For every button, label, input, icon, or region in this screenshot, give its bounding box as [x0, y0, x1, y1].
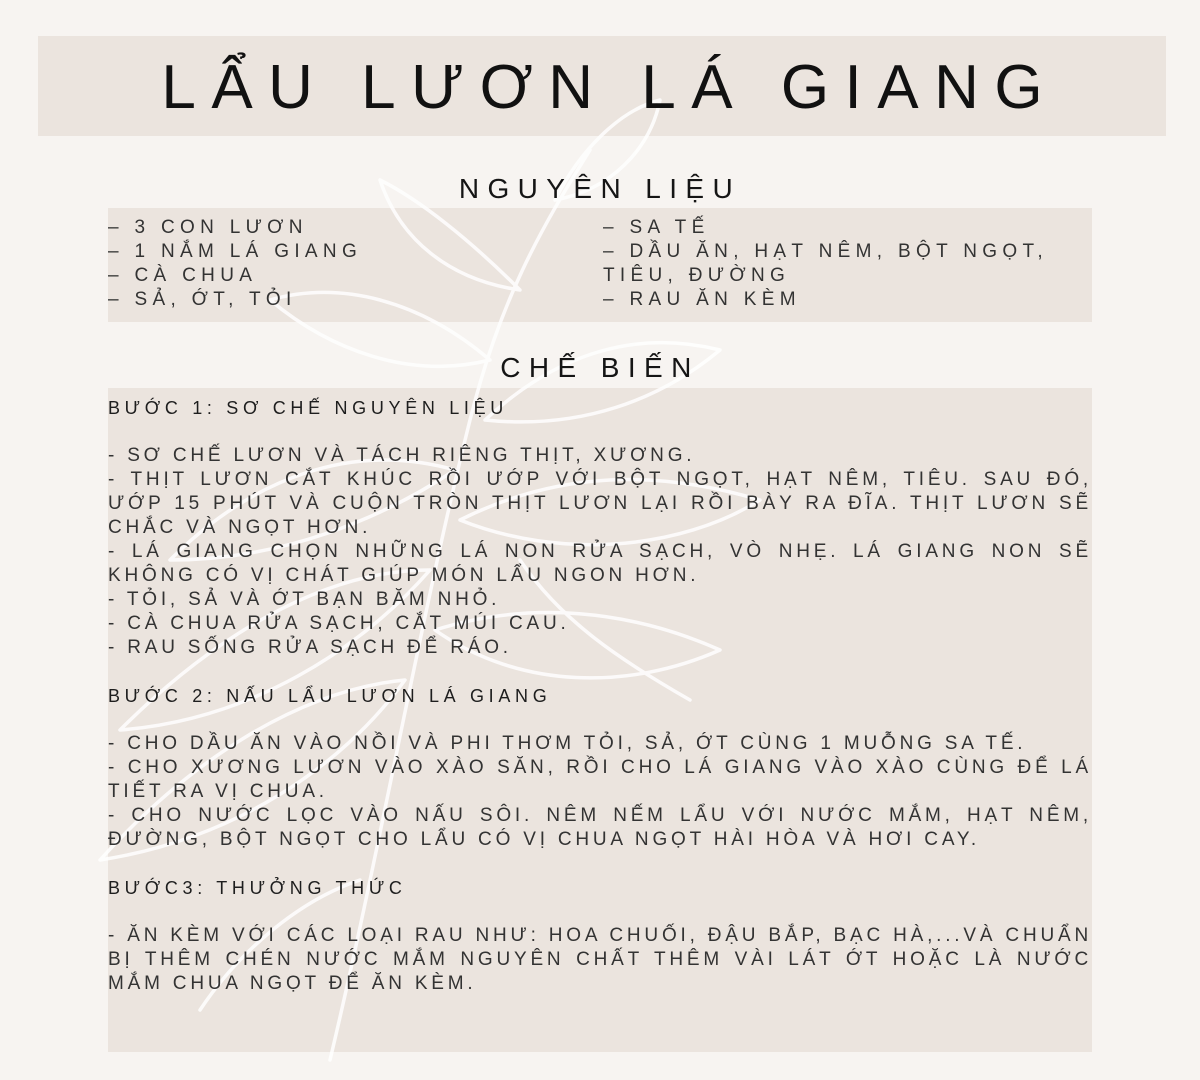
step-title: BƯỚC 1: SƠ CHẾ NGUYÊN LIỆU [108, 398, 508, 418]
step-title: BƯỚC 2: NẤU LẨU LƯƠN LÁ GIANG [108, 686, 552, 706]
list-item: – DẦU ĂN, HẠT NÊM, BỘT NGỌT, [603, 241, 1048, 262]
list-item: – SA TẾ [603, 217, 710, 238]
ingredients-list-right [603, 216, 1048, 312]
list-item: TIÊU, ĐƯỜNG [603, 265, 791, 286]
step-line: - CHO XƯƠNG LƯƠN VÀO XÀO SĂN, RỒI CHO LÁ GIANG VÀO XÀO CÙNG ĐỂ LÁ TIẾT RA VỊ CHUA. [108, 757, 1092, 802]
step-line: - RAU SỐNG RỬA SẠCH ĐỂ RÁO. [108, 637, 512, 658]
step-line: - CHO NƯỚC LỌC VÀO NẤU SÔI. NÊM NẾM LẨU VỚI NƯỚC MẮM, HẠT NÊM, ĐƯỜNG, BỘT NGỌT CHO LẨU CÓ VỊ CHUA NGỌT HÀI HÒA VÀ HƠI CAY. [108, 805, 1092, 850]
ingredients-heading: NGUYÊN LIỆU [458, 173, 742, 204]
list-item: – CÀ CHUA [108, 265, 258, 286]
step-3 [108, 876, 1092, 996]
ingredients-list-left [108, 216, 362, 312]
step-line: - ĂN KÈM VỚI CÁC LOẠI RAU NHƯ: HOA CHUỐI, ĐẬU BẮP, BẠC HÀ,...VÀ CHUẨN BỊ THÊM CHÉN NƯỚC MẮM NGUYÊN CHẤT THÊM VÀI LÁT ỚT HOẶC LÀ NƯỚC MẮM CHUA NGỌT ĐỂ ĂN KÈM. [108, 925, 1092, 994]
list-item: – 3 CON LƯƠN [108, 217, 308, 238]
list-item: – RAU ĂN KÈM [603, 289, 801, 310]
preparation-heading: CHẾ BIẾN [500, 352, 700, 383]
page-title: LẨU LƯƠN LÁ GIANG [161, 53, 1059, 122]
step-line: - CHO DẦU ĂN VÀO NỒI VÀ PHI THƠM TỎI, SẢ, ỚT CÙNG 1 MUỖNG SA TẾ. [108, 733, 1027, 754]
step-1 [108, 396, 1092, 660]
step-2 [108, 684, 1092, 852]
step-line: - SƠ CHẾ LƯƠN VÀ TÁCH RIÊNG THỊT, XƯƠNG. [108, 445, 696, 466]
steps-content [108, 396, 1092, 1020]
step-line: - THỊT LƯƠN CẮT KHÚC RỒI ƯỚP VỚI BỘT NGỌT, HẠT NÊM, TIÊU. SAU ĐÓ, ƯỚP 15 PHÚT VÀ CUỘN TRÒN THỊT LƯƠN LẠI RỒI BÀY RA ĐĨA. THỊT LƯƠN SẼ CHẮC VÀ NGỌT HƠN. [108, 469, 1092, 538]
step-title: BƯỚC3: THƯỞNG THỨC [108, 878, 407, 898]
step-line: - LÁ GIANG CHỌN NHỮNG LÁ NON RỬA SẠCH, VÒ NHẸ. LÁ GIANG NON SẼ KHÔNG CÓ VỊ CHÁT GIÚP MÓN LẨU NGON HƠN. [108, 541, 1092, 586]
step-line: - CÀ CHUA RỬA SẠCH, CẮT MÚI CAU. [108, 613, 570, 634]
list-item: – 1 NẮM LÁ GIANG [108, 241, 363, 262]
list-item: – SẢ, ỚT, TỎI [108, 289, 297, 310]
step-line: - TỎI, SẢ VÀ ỚT BẠN BĂM NHỎ. [108, 589, 501, 610]
